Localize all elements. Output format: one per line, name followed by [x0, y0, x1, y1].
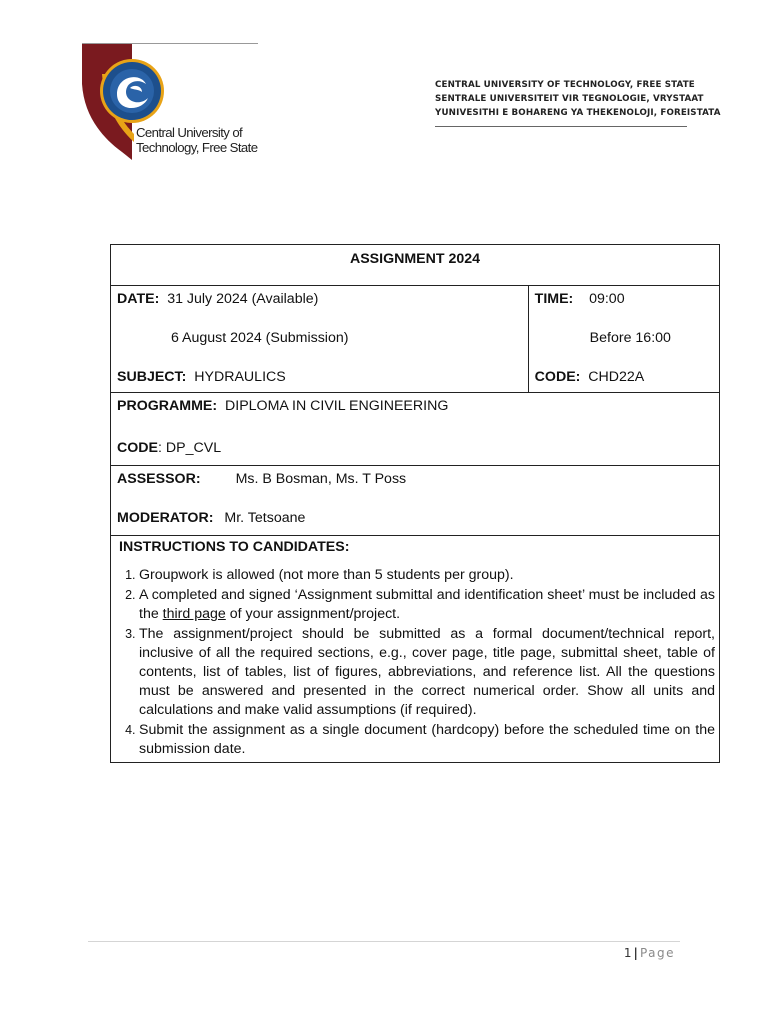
time-start: 09:00 [589, 291, 625, 307]
programme-code-value: : DP_CVL [158, 440, 222, 456]
assignment-title: ASSIGNMENT 2024 [349, 251, 481, 267]
instructions-title: INSTRUCTIONS TO CANDIDATES: [119, 539, 350, 555]
university-name-english: CENTRAL UNIVERSITY OF TECHNOLOGY, FREE STATE [435, 80, 695, 90]
instructions-cell [111, 536, 720, 763]
assignment-title-cell [111, 245, 720, 286]
instructions-list [117, 566, 715, 759]
subject-line [117, 368, 522, 388]
logo-text [136, 126, 257, 155]
date-line [117, 290, 522, 329]
logo-text-line2: Technology, Free State [136, 139, 258, 155]
programme-code-label: CODE [117, 440, 158, 456]
instruction-item: 2. A completed and signed ‘Assignment submittal and identification sheet’ must be included as the third page of your assignment/project. [139, 586, 715, 624]
moderator-label: MODERATOR: [117, 510, 214, 526]
instruction-item: 3. The assignment/project should be submitted as a formal document/technical report, inclusive of all the required sections, e.g., cover page, title page, submittal sheet, table of contents, list of tables, list of figures, abbreviations, and reference list. All the questions must be answered and presented in the correct numerical order. Show all units and calculations and make valid assumptions (if required). [139, 625, 715, 720]
code-label: CODE: [534, 369, 581, 385]
programme-label: PROGRAMME: [117, 398, 218, 414]
programme-cell [111, 393, 720, 466]
page-number: 1 [623, 946, 632, 960]
instruction-item: 1. Groupwork is allowed (not more than 5 students per group). [139, 566, 715, 585]
programme-code-line [117, 439, 713, 461]
assessor-line [117, 470, 713, 509]
date-subject-cell [111, 286, 529, 393]
footer-rule [88, 941, 680, 942]
date-available: 31 July 2024 (Available) [167, 291, 319, 307]
date-submission: 6 August 2024 (Submission) [171, 330, 349, 346]
assessor-value: Ms. B Bosman, Ms. T Poss [235, 471, 407, 487]
time-label: TIME: [534, 291, 574, 307]
instruction-item: 4. Submit the assignment as a single document (hardcopy) before the scheduled time on the submission date. [139, 721, 715, 759]
university-name-sesotho: YUNIVESITHI E BOHARENG YA THEKENOLOJI, FOREISTATA [435, 108, 721, 118]
code-value: CHD22A [588, 369, 645, 385]
header-rule [435, 126, 687, 127]
assignment-info-table [110, 244, 720, 763]
page-footer [560, 946, 675, 960]
assessor-label: ASSESSOR: [117, 471, 201, 487]
subject-value: HYDRAULICS [194, 369, 286, 385]
page-word: Page [639, 946, 675, 960]
third-page-underlined: third page [162, 606, 226, 622]
moderator-value: Mr. Tetsoane [224, 510, 306, 526]
university-names [435, 78, 721, 120]
subject-label: SUBJECT: [117, 369, 187, 385]
code-line [535, 368, 713, 388]
moderator-line [117, 509, 713, 531]
time-line [535, 290, 713, 329]
logo-text-line1: Central University of [136, 125, 243, 140]
time-end: Before 16:00 [589, 330, 671, 346]
date-label: DATE: [117, 291, 160, 307]
university-name-afrikaans: SENTRALE UNIVERSITEIT VIR TEGNOLOGIE, VRYSTAAT [435, 94, 704, 104]
footer-separator: | [633, 946, 638, 960]
university-logo [82, 43, 258, 161]
assessor-cell [111, 466, 720, 536]
time-code-cell [528, 286, 719, 393]
programme-value: DIPLOMA IN CIVIL ENGINEERING [225, 398, 449, 414]
programme-line [117, 397, 713, 439]
